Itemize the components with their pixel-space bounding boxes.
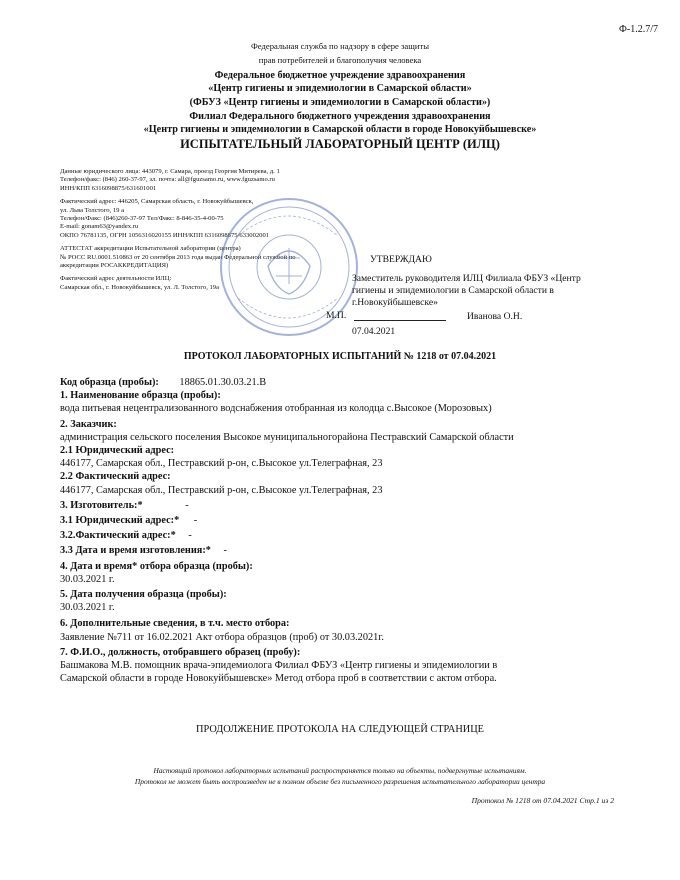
manufacture-date-row [60, 544, 620, 557]
actual-address-line: Телефон/Факс: (846)260-37-97 Тел/Факс: 8-846-35-4-00-75 [60, 215, 224, 223]
header-institution-line2: «Центр гигиены и эпидемиологии в Самарской области» [208, 83, 472, 94]
field-label: 3.2.Фактический адрес:* [60, 530, 176, 542]
field-value: 446177, Самарская обл., Пестравский р-он, с.Высокое ул.Телеграфная, 23 [60, 458, 383, 470]
accreditation-line: АТТЕСТАТ аккредитации Испытательной лаборатории (центра) [60, 245, 241, 253]
sample-code-label: Код образца (пробы): [60, 377, 159, 388]
field-value: 446177, Самарская обл., Пестравский р-он, с.Высокое ул.Телеграфная, 23 [60, 484, 383, 496]
stamp-place-label: М.П. [326, 310, 347, 321]
accreditation-line: № РОСС RU.0001.510863 от 20 сентября 2013 года выдан Федеральной службой по [60, 253, 296, 261]
manufacturer-legal-row [60, 514, 620, 527]
actual-address-line: E-mail: gonam63@yandex.ru [60, 223, 139, 231]
manufacturer-actual-row [60, 529, 620, 542]
approve-position-line1: Заместитель руководителя ИЛЦ Филиала ФБУЗ «Центр [352, 273, 581, 284]
manufacturer-row [60, 499, 620, 512]
field-value: Самарской области в городе Новокуйбышевске» Метод отбора проб в соответствии с актом отбора. [60, 673, 497, 685]
field-label: 2.1 Юридический адрес: [60, 445, 175, 457]
protocol-fields [60, 376, 620, 685]
form-code: Ф-1.2.7/7 [618, 24, 658, 35]
accreditation-line: аккредитации РОСАККРЕДИТАЦИЯ) [60, 262, 169, 270]
legal-info-line: Телефон/факс: (846) 260-37-97, эл. почта: all@fguzsamo.ru, www.fguzsamo.ru [60, 176, 275, 184]
field-label: 5. Дата получения образца (пробы): [60, 589, 227, 601]
approve-position-line3: г.Новокуйбышевске» [352, 297, 438, 308]
field-value: Башмакова М.В. помощник врача-эпидемиолога Филиал ФБУЗ «Центр гигиены и эпидемиологии в [60, 660, 498, 672]
field-value: администрация сельского поселения Высокое муниципальногорайона Пестравский Самарской области [60, 431, 514, 443]
field-value: - [193, 515, 198, 527]
header-lab-center: ИСПЫТАТЕЛЬНЫЙ ЛАБОРАТОРНЫЙ ЦЕНТР (ИЛЦ) [180, 137, 500, 151]
header-institution-line1: Федеральное бюджетное учреждение здравоохранения [214, 70, 466, 81]
page-footer: Протокол № 1218 от 07.04.2021 Стр.1 из 2 [471, 796, 614, 805]
field-label: 7. Ф.И.О., должность, отобравшего образец (пробу): [60, 646, 301, 658]
field-label: 3. Изготовитель:* [60, 499, 143, 511]
actual-address-line: ул. Льва Толстого, 19 а [60, 206, 125, 214]
disclaimer [0, 765, 680, 787]
field-value: 30.03.2021 г. [60, 573, 115, 585]
approve-position-line2: гигиены и эпидемиологии в Самарской области в [352, 285, 554, 296]
field-label: 2.2 Фактический адрес: [60, 471, 171, 483]
approve-signer: Иванова О.Н. [467, 311, 523, 322]
header-branch-line1: Филиал Федерального бюджетного учреждения здравоохранения [189, 111, 491, 122]
activity-address-line: Самарская обл., г. Новокуйбышевск, ул. Л. Толстого, 19а [60, 283, 220, 291]
field-label: 4. Дата и время* отбора образца (пробы): [60, 560, 253, 572]
actual-address-line: Фактический адрес: 446205, Самарская область, г. Новокуйбышевск, [60, 198, 254, 206]
field-label: 6. Дополнительные сведения, в т.ч. место отбора: [60, 618, 290, 630]
disclaimer-line: Настоящий протокол лабораторных испытаний распространяется только на объекты, подвергнутые испытаниям. [153, 766, 527, 775]
approve-date: 07.04.2021 [352, 326, 396, 337]
field-value: - [185, 499, 189, 511]
sample-code-row [60, 376, 620, 389]
legal-info-line: Данные юридического лица: 443079, г. Самара, проезд Георгия Митирева, д. 1 [60, 168, 280, 175]
legal-info-line: ИНН/КПП 6316098875/631601001 [60, 184, 157, 192]
field-value: 30.03.2021 г. [60, 602, 115, 614]
signature-line [354, 320, 446, 321]
sample-code-value: 18865.01.30.03.21.В [179, 377, 267, 388]
field-label: 1. Наименование образца (пробы): [60, 390, 221, 402]
protocol-title: ПРОТОКОЛ ЛАБОРАТОРНЫХ ИСПЫТАНИЙ № 1218 от 07.04.2021 [183, 351, 497, 362]
field-label: 3.1 Юридический адрес:* [60, 515, 180, 527]
header-branch-line2: «Центр гигиены и эпидемиологии в Самарской области в городе Новокуйбышевске» [143, 124, 537, 135]
header-agency-line1: Федеральная служба по надзору в сфере защиты [251, 41, 429, 51]
field-label: 3.3 Дата и время изготовления:* [60, 545, 211, 557]
actual-address-line: ОКПО 76781135, ОГРН 1056316020155 ИНН/КПП 6316098875/633002001 [60, 231, 270, 239]
activity-address-line: Фактический адрес деятельности ИЛЦ: [60, 275, 172, 283]
disclaimer-line: Протокол не может быть воспроизведен не в полном объеме без письменного разрешения испытательного лаборатории центра [134, 777, 546, 786]
field-value: Заявление №711 от 16.02.2021 Акт отбора образцов (проб) от 30.03.2021г. [60, 631, 384, 643]
field-value: - [188, 530, 192, 542]
header-institution-short: (ФБУЗ «Центр гигиены и эпидемиологии в Самарской области») [189, 97, 491, 108]
approve-title: УТВЕРЖДАЮ [370, 254, 432, 265]
field-value: вода питьевая нецентрализованного водснабжения отобранная из колодца с.Высокое (Морозовых) [60, 403, 492, 415]
continuation-note: ПРОДОЛЖЕНИЕ ПРОТОКОЛА НА СЛЕДУЮЩЕЙ СТРАНИЦЕ [196, 724, 484, 735]
header-agency-line2: прав потребителей и благополучия человека [258, 55, 422, 65]
field-value: - [223, 545, 227, 557]
field-label: 2. Заказчик: [60, 418, 117, 430]
